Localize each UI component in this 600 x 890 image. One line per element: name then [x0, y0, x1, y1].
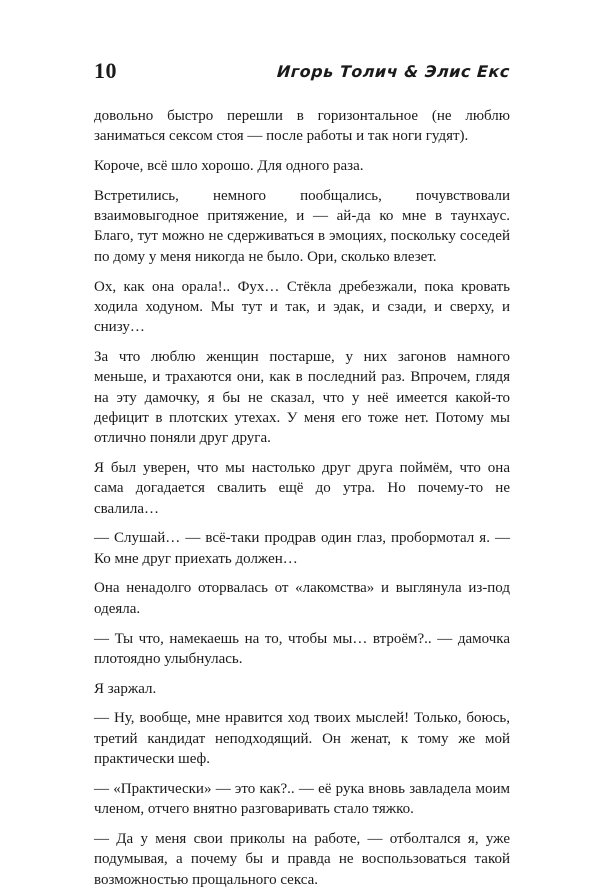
paragraph: — Слушай… — всё-таки продрав один глаз, пробормотал я. — Ко мне друг приехать должен… [94, 530, 510, 567]
paragraph: Встретились, немного пообщались, почувствовали взаимовыгодное притяжение, и — ай-да ко мне в таунхаус. Благо, тут можно не сдерживаться в эмоциях, поскольку соседей по дому у меня никогда не было. Ори, сколько влезет. [94, 187, 510, 265]
paragraph: — Ты что, намекаешь на то, чтобы мы… втроём?.. — дамочка плотоядно улыбнулась. [94, 630, 510, 667]
paragraph: Короче, всё шло хорошо. Для одного раза. [94, 158, 364, 175]
paragraph: довольно быстро перешли в горизонтальное (не люблю заниматься сексом стоя — после работы и так ноги гудят). [94, 108, 510, 145]
paragraph: Ох, как она орала!.. Фух… Стёкла дребезжали, пока кровать ходила ходуном. Мы тут и так, и эдак, и сзади, и сверху, и снизу… [94, 278, 510, 336]
paragraph: — Да у меня свои приколы на работе, — отболтался я, уже подумывая, а почему бы и правда не воспользоваться такой возможностью прощального секса. [94, 830, 510, 888]
running-head: Игорь Толич & Элис Екс [276, 62, 511, 81]
paragraph: За что люблю женщин постарше, у них загонов намного меньше, и трахаются они, как в последний раз. Впрочем, глядя на эту дамочку, я бы не сказал, что у неё имеется какой-то дефицит в плотских утехах. У меня его тоже нет. Потому мы отлично поняли друг друга. [94, 348, 510, 447]
paragraph: Я был уверен, что мы настолько друг друга поймём, что она сама догадается свалить ещё до утра. Но почему-то не свалила… [94, 459, 510, 517]
page-number: 10 [94, 58, 117, 83]
paragraph: Я заржал. [94, 680, 157, 697]
paragraph: — Ну, вообще, мне нравится ход твоих мыслей! Только, боюсь, третий кандидат неподходящий. Он женат, к тому же мой практически шеф. [94, 710, 510, 768]
body-text [94, 106, 510, 890]
page-header [94, 58, 510, 84]
paragraph: Она ненадолго оторвалась от «лакомства» и выглянула из-под одеяла. [94, 580, 510, 617]
paragraph: — «Практически» — это как?.. — её рука вновь завладела моим членом, отчего внятно разговаривать стало тяжко. [94, 780, 510, 818]
